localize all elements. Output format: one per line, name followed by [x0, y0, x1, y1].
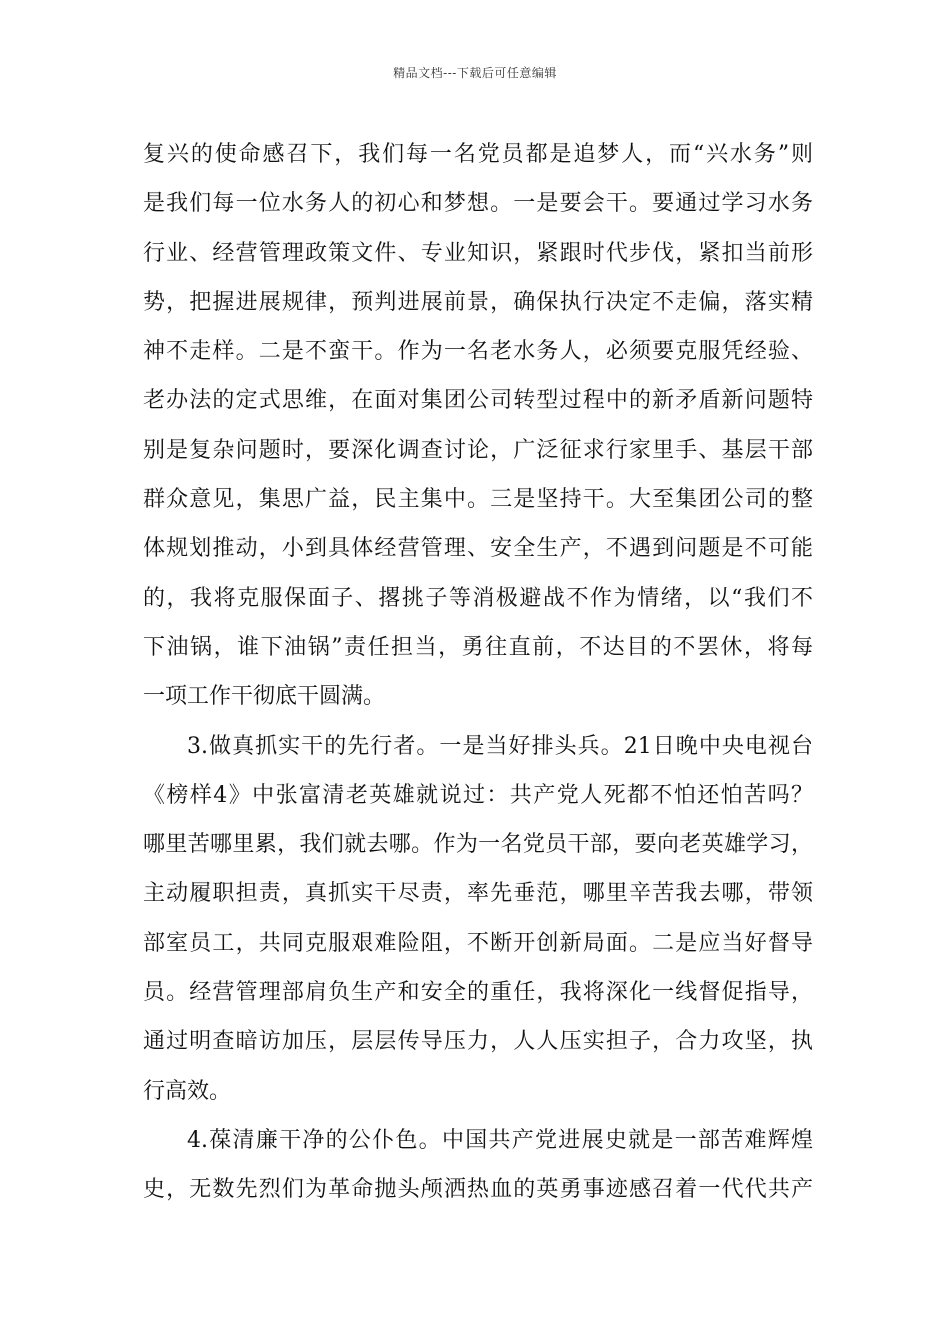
paragraph-1: [143, 130, 813, 722]
text-line: 的，我将克服保面子、撂挑子等消极避战不作为情绪，以“我们不: [143, 585, 813, 611]
text-line: 员。经营管理部肩负生产和安全的重任，我将深化一线督促指导，: [143, 980, 813, 1006]
text-line: 《榜样4》中张富清老英雄就说过：共产党人死都不怕还怕苦吗？: [143, 782, 813, 808]
text-line: 3.做真抓实干的先行者。一是当好排头兵。21日晚中央电视台: [187, 733, 813, 759]
text-line: 行高效。: [143, 1078, 232, 1104]
text-line: 通过明查暗访加压，层层传导压力，人人压实担子，合力攻坚，执: [143, 1029, 813, 1055]
text-line: 势，把握进展规律，预判进展前景，确保执行决定不走偏，落实精: [143, 289, 813, 315]
text-line: 别是复杂问题时，要深化调查讨论，广泛征求行家里手、基层干部: [143, 437, 813, 463]
text-line: 4.葆清廉干净的公仆色。中国共产党进展史就是一部苦难辉煌: [187, 1127, 813, 1153]
text-line: 部室员工，共同克服艰难险阻，不断开创新局面。二是应当好督导: [143, 930, 813, 956]
text-line: 史，无数先烈们为革命抛头颅洒热血的英勇事迹感召着一代代共产: [143, 1177, 813, 1203]
text-line: 老办法的定式思维，在面对集团公司转型过程中的新矛盾新问题特: [143, 388, 813, 414]
text-line: 神不走样。二是不蛮干。作为一名老水务人，必须要克服凭经验、: [143, 339, 813, 365]
text-line: 一项工作干彻底干圆满。: [143, 684, 386, 710]
text-line: 群众意见，集思广益，民主集中。三是坚持干。大至集团公司的整: [143, 487, 813, 513]
document-body: [143, 130, 813, 1215]
text-line: 哪里苦哪里累，我们就去哪。作为一名党员干部，要向老英雄学习，: [143, 832, 813, 858]
paragraph-2: [143, 722, 813, 1116]
text-line: 体规划推动，小到具体经营管理、安全生产，不遇到问题是不可能: [143, 536, 813, 562]
text-line: 主动履职担责，真抓实干尽责，率先垂范，哪里辛苦我去哪，带领: [143, 881, 813, 907]
page-header: 精品文档---下载后可任意编辑: [393, 66, 557, 80]
text-line: 是我们每一位水务人的初心和梦想。一是要会干。要通过学习水务: [143, 191, 813, 217]
text-line: 下油锅，谁下油锅”责任担当，勇往直前，不达目的不罢休，将每: [143, 634, 813, 660]
paragraph-3: [143, 1116, 813, 1215]
text-line: 复兴的使命感召下，我们每一名党员都是追梦人，而“兴水务”则: [143, 142, 813, 167]
text-line: 行业、经营管理政策文件、专业知识，紧跟时代步伐，紧扣当前形: [143, 240, 813, 266]
